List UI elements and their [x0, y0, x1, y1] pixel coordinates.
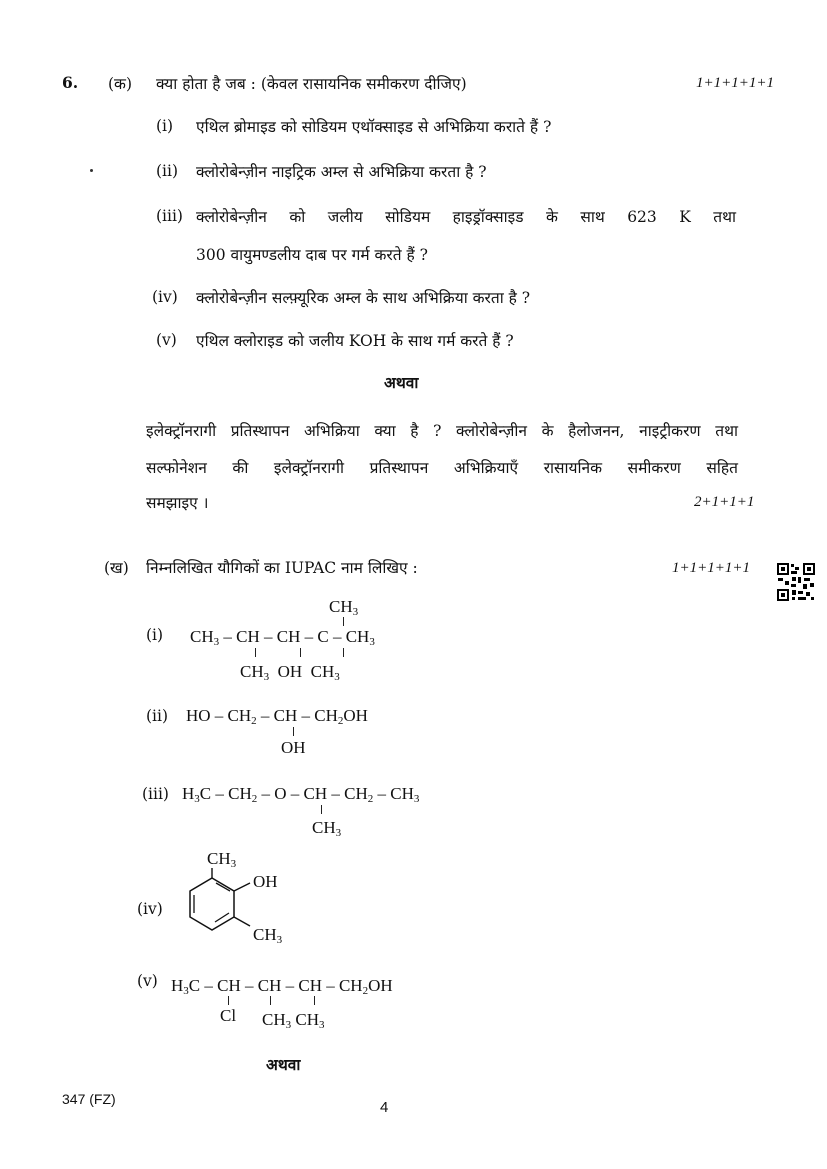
- compound-iv-label: (iv): [137, 900, 163, 918]
- or-paragraph-line1: इलेक्ट्रॉनरागी प्रतिस्थापन अभिक्रिया क्या है ? क्लोरोबेन्ज़ीन के हैलोजनन, नाइट्रीकरण तथा: [146, 422, 738, 440]
- subpart-ka-label: (क): [108, 75, 132, 93]
- or-marks: 2+1+1+1: [694, 494, 755, 510]
- part-iv-label: (iv): [152, 288, 178, 306]
- subpart-kha-label: (ख): [104, 559, 129, 577]
- part-v-label: (v): [156, 331, 177, 349]
- or-separator-1: अथवा: [384, 373, 419, 392]
- subpart-kha-marks: 1+1+1+1+1: [672, 560, 750, 576]
- question-number: 6.: [62, 73, 79, 92]
- or-paragraph-line2: सल्फोनेशन की इलेक्ट्रॉनरागी प्रतिस्थापन अभिक्रियाएँ रासायनिक समीकरण सहित: [146, 459, 738, 477]
- subpart-ka-marks: 1+1+1+1+1: [696, 75, 774, 91]
- part-ii-text: क्लोरोबेन्ज़ीन नाइट्रिक अम्ल से अभिक्रिया करता है ?: [196, 163, 487, 181]
- page-number: 4: [380, 1099, 389, 1116]
- qr-code-icon: [776, 562, 816, 602]
- part-iii-text: क्लोरोबेन्ज़ीन को जलीय सोडियम हाइड्रॉक्साइड के साथ 623 K तथा: [196, 208, 736, 226]
- or-paragraph-line3: समझाइए ।: [146, 494, 209, 512]
- part-i-text: एथिल ब्रोमाइड को सोडियम एथॉक्साइड से अभिक्रिया कराते हैं ?: [196, 118, 552, 136]
- compound-ii-label: (ii): [146, 707, 169, 725]
- part-iii-text-cont: 300 वायुमण्डलीय दाब पर गर्म करते हैं ?: [196, 246, 428, 264]
- part-v-text: एथिल क्लोराइड को जलीय KOH के साथ गर्म करते हैं ?: [196, 332, 514, 350]
- compound-iii-label: (iii): [142, 785, 169, 803]
- part-iii-label: (iii): [156, 207, 183, 225]
- paper-code: 347 (FZ): [62, 1091, 116, 1107]
- subpart-kha-stem: निम्नलिखित यौगिकों का IUPAC नाम लिखिए :: [146, 559, 418, 577]
- compound-v-label: (v): [137, 972, 158, 990]
- subpart-ka-stem: क्या होता है जब : (केवल रासायनिक समीकरण दीजिए): [156, 75, 467, 93]
- part-ii-label: (ii): [156, 162, 179, 180]
- stray-dot: [90, 169, 93, 172]
- part-iv-text: क्लोरोबेन्ज़ीन सल्फ़्यूरिक अम्ल के साथ अभिक्रिया करता है ?: [196, 289, 531, 307]
- part-i-label: (i): [156, 117, 174, 135]
- compound-i-label: (i): [146, 626, 164, 644]
- or-separator-2: अथवा: [266, 1055, 301, 1074]
